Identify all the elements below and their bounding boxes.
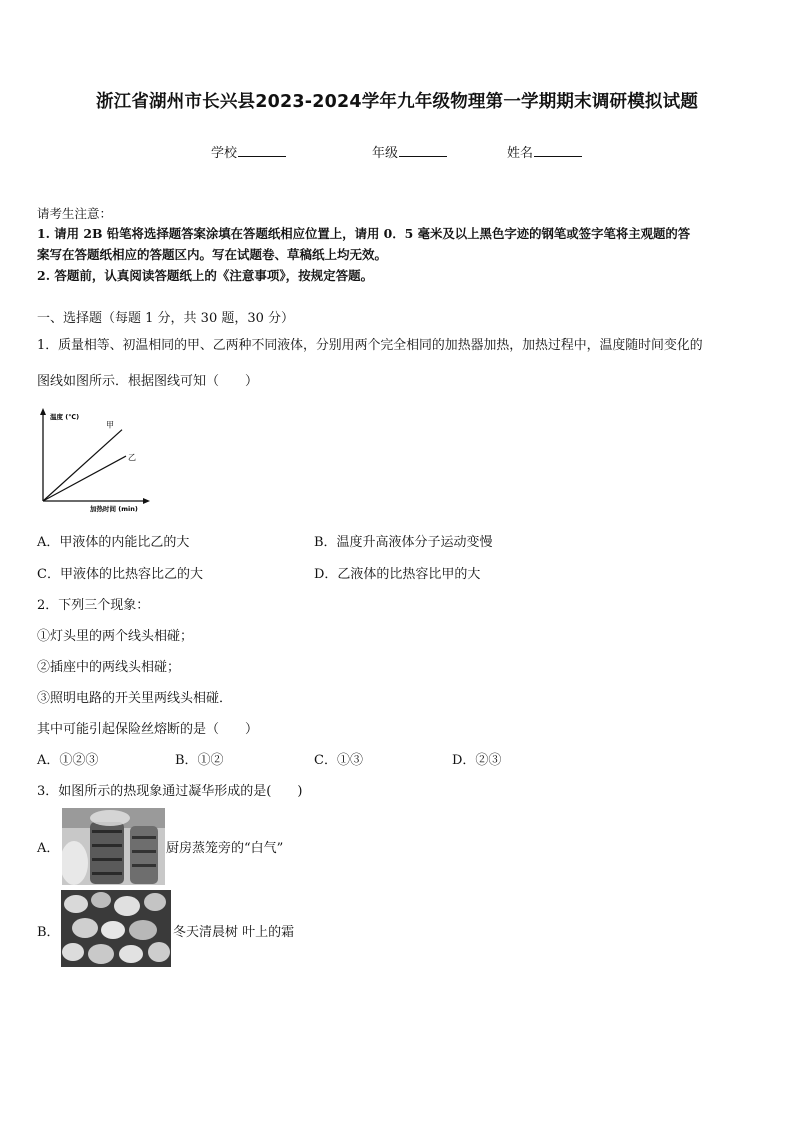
- frost-leaves-photo: [61, 890, 171, 967]
- q2-item-3: ③照明电路的开关里两线头相碰．: [37, 691, 233, 706]
- q1-option-a[interactable]: A．甲液体的内能比乙的大: [37, 535, 190, 550]
- q1-option-c[interactable]: C．甲液体的比热容比乙的大: [37, 567, 203, 582]
- q3-option-a-text: 厨房蒸笼旁的“白气”: [166, 841, 284, 856]
- q2-item-2: ②插座中的两线头相碰；: [37, 660, 181, 675]
- page-title: 浙江省湖州市长兴县2023-2024学年九年级物理第一学期期末调研模拟试题: [95, 92, 699, 112]
- q2-option-d[interactable]: D．②③: [452, 753, 502, 768]
- q2-item-1: ①灯头里的两个线头相碰；: [37, 629, 194, 644]
- q1-option-b[interactable]: B．温度升高液体分子运动变慢: [314, 535, 493, 550]
- steamer-photo: [62, 808, 165, 885]
- q1-stem-line1: 1．质量相等、初温相同的甲、乙两种不同液体，分别用两个完全相同的加热器加热，加热过程中，温度随时间变化的: [37, 338, 703, 353]
- section-heading: 一、选择题（每题 1 分，共 30 题，30 分）: [37, 311, 295, 326]
- grade-blank[interactable]: [399, 144, 447, 157]
- q3-stem: 3．如图所示的热现象通过凝华形成的是( ): [37, 784, 303, 799]
- x-axis-arrow: [143, 498, 150, 504]
- q2-question: 其中可能引起保险丝熔断的是（ ）: [37, 722, 259, 737]
- y-axis-label: 温度 (℃): [50, 413, 80, 421]
- notice-item-2: 2. 答题前，认真阅读答题纸上的《注意事项》，按规定答题。: [37, 268, 374, 283]
- notice-heading: 请考生注意：: [37, 206, 113, 221]
- q2-option-c[interactable]: C．①③: [314, 753, 363, 768]
- notice-item-1: 1. 请用 2B 铅笔将选择题答案涂填在答题纸相应位置上，请用 0．5 毫米及以上黑色字迹的钢笔或签字笔将主观题的答: [37, 226, 691, 241]
- q3-option-a-label[interactable]: A．: [37, 841, 60, 856]
- series-label-jia: 甲: [106, 420, 114, 430]
- school-field[interactable]: 学校: [211, 142, 286, 161]
- q1-option-d[interactable]: D．乙液体的比热容比甲的大: [314, 567, 481, 582]
- grade-field[interactable]: 年级: [372, 142, 447, 161]
- q2-option-a[interactable]: A．①②③: [37, 753, 99, 768]
- temperature-time-chart: [34, 406, 154, 518]
- name-blank[interactable]: [534, 144, 582, 157]
- name-field[interactable]: 姓名: [507, 142, 582, 161]
- q2-option-b[interactable]: B．①②: [175, 753, 224, 768]
- y-axis-arrow: [40, 408, 46, 415]
- series-label-yi: 乙: [128, 453, 136, 463]
- school-blank[interactable]: [238, 144, 286, 157]
- q3-option-b-text: 冬天清晨树 叶上的霜: [173, 925, 295, 940]
- x-axis-label: 加热时间 (min): [90, 505, 138, 513]
- q1-stem-line2: 图线如图所示．根据图线可知（ ）: [37, 374, 259, 389]
- notice-item-1-cont: 案写在答题纸相应的答题区内。写在试题卷、草稿纸上均无效。: [37, 247, 388, 262]
- q2-stem: 2．下列三个现象：: [37, 598, 150, 613]
- series-line-jia: [43, 430, 122, 501]
- q3-option-b-label[interactable]: B．: [37, 925, 60, 940]
